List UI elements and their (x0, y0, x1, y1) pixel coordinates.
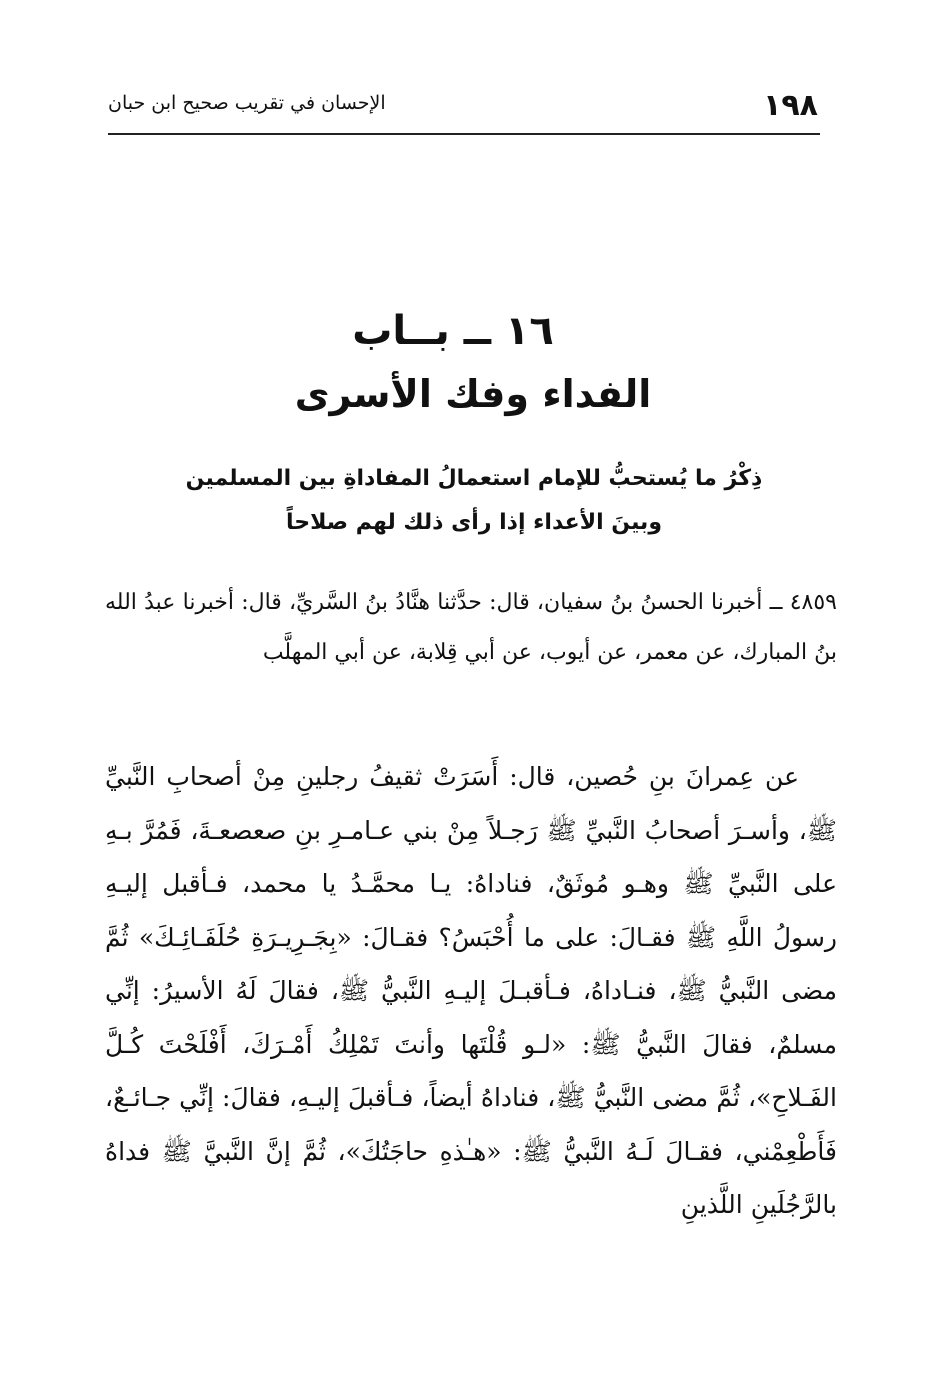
hadith-number: ٤٨٥٩ (789, 590, 837, 615)
hadith-isnad (105, 578, 837, 678)
chapter-title: الفداء وفك الأسرى (294, 372, 652, 416)
section-subheading-line-2: وبينَ الأعداء إذا رأى ذلك لهم صلاحاً (285, 510, 662, 535)
hadith-chain-text: أخبرنا الحسنُ بنُ سفيان، قال: حدَّثنا هنَّادُ بنُ السَّريِّ، قال: أخبرنا عبدُ الله بنُ المبارك، عن معمر، عن أيوب، عن أبي قِلابة، عن أبي المهلَّب (105, 590, 837, 665)
page-number: ١٩٨ (763, 88, 818, 123)
header-divider (108, 133, 820, 135)
running-header (108, 82, 818, 132)
hadith-number-separator: ــ (769, 590, 783, 615)
chapter-number: ١٦ ــ بــاب (352, 308, 554, 354)
hadith-matn: عن عِمرانَ بنِ حُصين، قال: أَسَرَتْ ثقيفُ رجلينِ مِنْ أصحابِ النَّبيِّ ﷺ، وأسـرَ أصحابُ النَّبيِّ ﷺ رَجـلاً مِنْ بني عـامـرِ بنِ صعصعـةَ، فَمُرَّ بـهِ على النَّبيِّ ﷺ وهـو مُوثَقٌ، فناداهُ: يـا محمَّـدُ يا محمد، فـأقبل إليـهِ رسولُ اللَّهِ ﷺ فقـالَ: على ما أُحْبَسُ؟ فقـالَ: «بِجَـرِيـرَةِ حُلَفَـائِـكَ» ثُمَّ مضى النَّبيُّ ﷺ، فنـاداهُ، فـأقبـلَ إليـهِ النَّبيُّ ﷺ، فقالَ لَهُ الأسيرُ: إنِّي مسلمٌ، فقالَ النَّبيُّ ﷺ: «لـو قُلْتَها وأنتَ تَمْلِكُ أَمْـرَكَ، أَفْلَحْتَ كُـلَّ الفَـلاحِ»، ثُمَّ مضى النَّبيُّ ﷺ، فناداهُ أيضاً، فـأقبلَ إليـهِ، فقالَ: إنِّي جـائـعٌ، فَأَطْعِمْني، فقـالَ لَـهُ النَّبيُّ ﷺ: «هـٰذهِ حاجَتُكَ»، ثُمَّ إنَّ النَّبيَّ ﷺ فداهُ بالرَّجُلَينِ اللَّذينِ (105, 762, 837, 1219)
book-title: الإحسان في تقريب صحيح ابن حبان (108, 92, 386, 114)
section-subheading-line-1: ذِكْرُ ما يُستحبُّ للإمام استعمالُ المفاداةِ بين المسلمين (185, 466, 763, 491)
